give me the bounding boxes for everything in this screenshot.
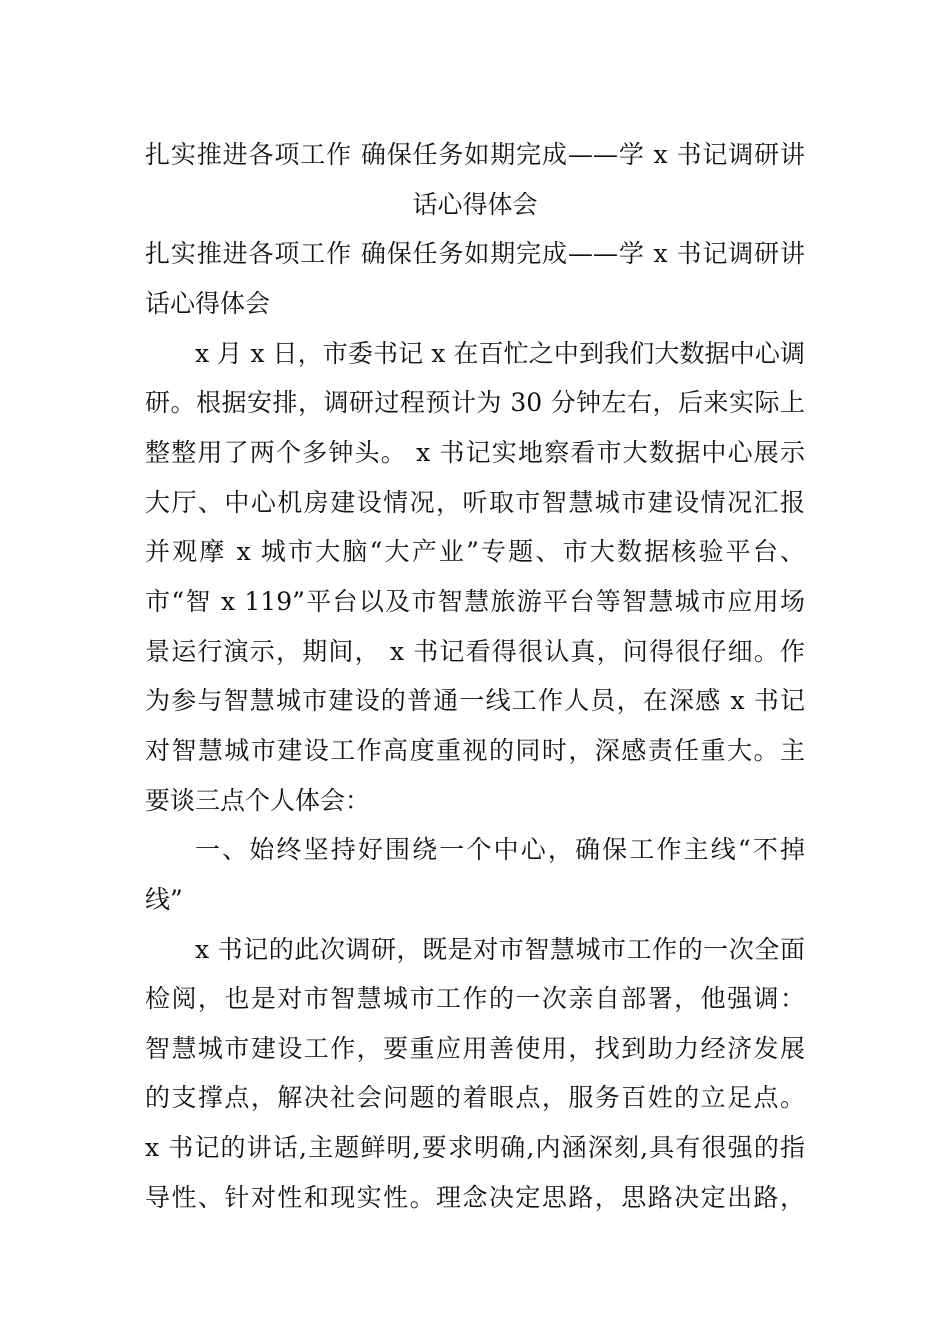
document-title bbox=[145, 130, 805, 229]
subtitle-line: 扎实推进各项工作 确保任务如期完成——学 x 书记调研讲 bbox=[145, 239, 805, 269]
paragraph-line: 要谈三点个人体会： bbox=[145, 785, 371, 815]
paragraph-line: 市“智 x 119”平台以及市智慧旅游平台等智慧城市应用场 bbox=[145, 586, 805, 616]
paragraph-line: x 月 x 日，市委书记 x 在百忙之中到我们大数据中心调 bbox=[195, 338, 805, 368]
paragraph-line: x 书记的此次调研，既是对市智慧城市工作的一次全面 bbox=[195, 934, 805, 964]
paragraph-line: 对智慧城市建设工作高度重视的同时，深感责任重大。主 bbox=[145, 735, 805, 765]
paragraph-line: 检阅，也是对市智慧城市工作的一次亲自部署，他强调： bbox=[145, 984, 805, 1014]
subtitle-line: 话心得体会 bbox=[145, 288, 271, 318]
paragraph-line: x 书记的讲话,主题鲜明,要求明确,内涵深刻,具有很强的指 bbox=[145, 1133, 805, 1163]
paragraph-line: 景运行演示，期间， x 书记看得很认真，问得很仔细。作 bbox=[145, 636, 805, 666]
paragraph-section-1 bbox=[145, 925, 805, 1223]
paragraph-line: 为参与智慧城市建设的普通一线工作人员，在深感 x 书记 bbox=[145, 686, 805, 716]
paragraph-line: 整整用了两个多钟头。 x 书记实地察看市大数据中心展示 bbox=[145, 437, 805, 467]
title-line: 话心得体会 bbox=[412, 189, 538, 219]
heading-line: 线” bbox=[145, 884, 183, 914]
paragraph-line: 并观摩 x 城市大脑“大产业”专题、市大数据核验平台、 bbox=[145, 537, 805, 567]
paragraph-line: 大厅、中心机房建设情况，听取市智慧城市建设情况汇报 bbox=[145, 487, 805, 517]
paragraph-line: 的支撑点，解决社会问题的着眼点，服务百姓的立足点。 bbox=[145, 1083, 805, 1113]
paragraph-intro bbox=[145, 329, 805, 826]
paragraph-line: 导性、针对性和现实性。理念决定思路，思路决定出路， bbox=[145, 1182, 805, 1212]
paragraph-line: 智慧城市建设工作，要重应用善使用，找到助力经济发展 bbox=[145, 1033, 805, 1063]
heading-line: 一、始终坚持好围绕一个中心，确保工作主线“不掉 bbox=[195, 835, 805, 865]
paragraph-line: 研。根据安排，调研过程预计为 30 分钟左右，后来实际上 bbox=[145, 388, 805, 418]
section-heading-1 bbox=[145, 825, 805, 924]
document-page bbox=[145, 130, 805, 1222]
title-line: 扎实推进各项工作 确保任务如期完成——学 x 书记调研讲 bbox=[145, 140, 805, 169]
document-subtitle bbox=[145, 229, 805, 328]
